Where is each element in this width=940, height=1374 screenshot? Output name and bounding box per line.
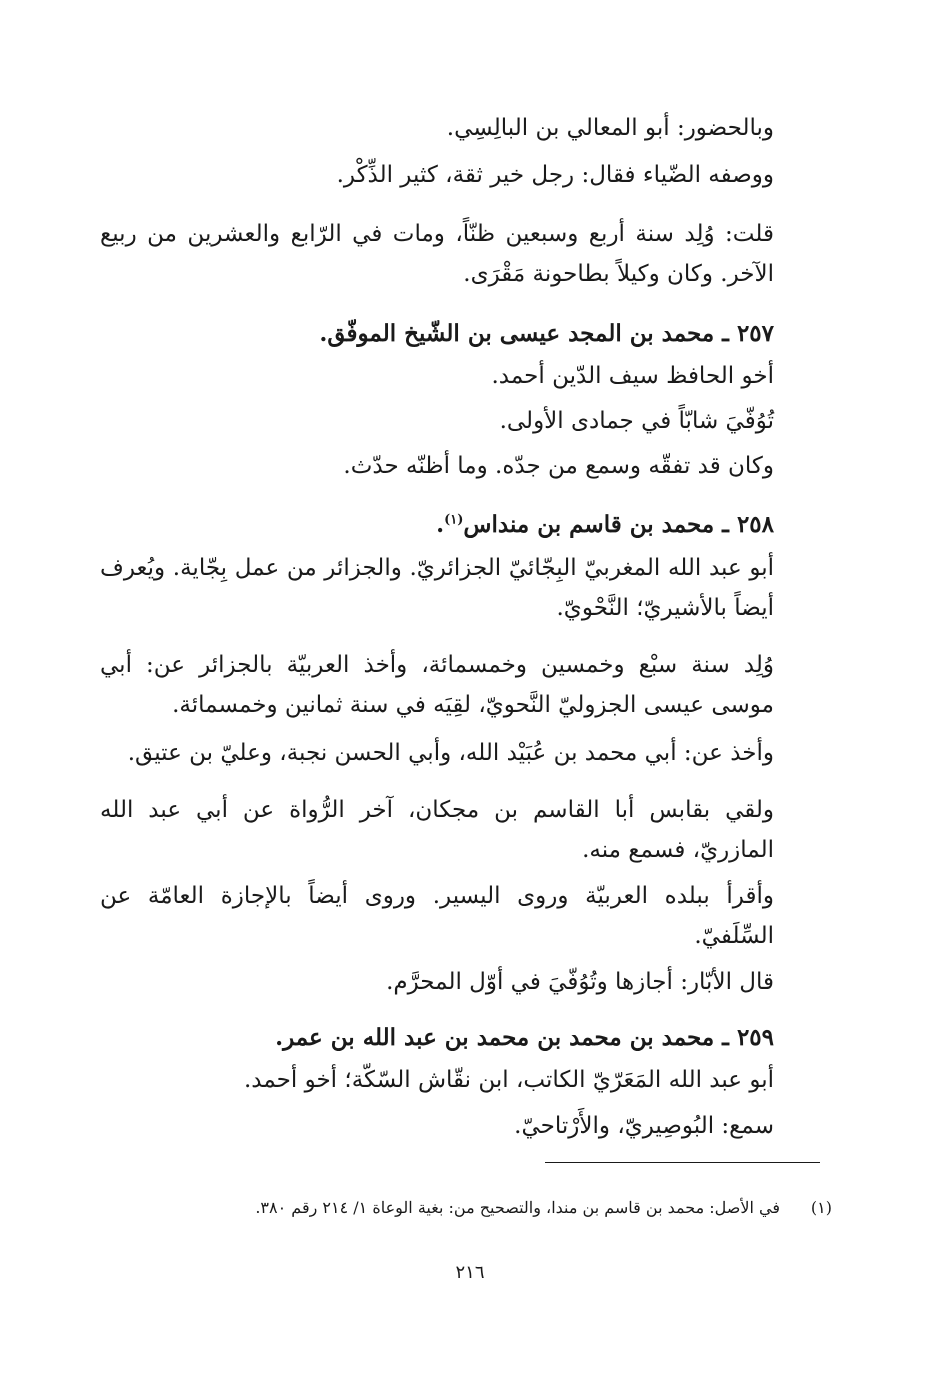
paragraph-line: ووصفه الضّياء فقال: رجل خير ثقة، كثير الذِّكْر. — [336, 162, 774, 188]
paragraph-line: وأخذ عن: أبي محمد بن عُبَيْد الله، وأبي الحسن نجبة، وعليّ بن عتيق. — [127, 740, 774, 766]
paragraph: أبو عبد الله المغربيّ البِجّائيّ الجزائريّ. والجزائر من عمل بِجّاية. ويُعرف أيضاً بالأشيريّ؛ النَّحْويّ. — [100, 555, 774, 621]
footnote-separator — [545, 1162, 820, 1163]
entry-heading-257: ٢٥٧ ـ محمد بن المجد عيسى بن الشّيخ الموفّق. — [319, 320, 774, 347]
footnote-ref[interactable]: (١) — [444, 512, 464, 528]
paragraph-line: أخو الحافظ سيف الدّين أحمد. — [491, 363, 774, 389]
footnote — [100, 1195, 832, 1221]
entry-heading-text: ٢٥٨ ـ محمد بن قاسم بن منداس — [463, 511, 774, 538]
paragraph-line: وبالحضور: أبو المعالي بن البالِسِي. — [446, 115, 774, 141]
footnote-marker: (١) — [810, 1198, 832, 1217]
paragraph: وأقرأ ببلده العربيّة وروى اليسير. وروى أيضاً بالإجازة العامّة عن السِّلَفيّ. — [100, 883, 774, 949]
paragraph: قلت: وُلِد سنة أربع وسبعين ظنّاً، ومات في الرّابع والعشرين من ربيع الآخر. وكان وكيلاً بطاحونة مَقْرَى. — [100, 221, 774, 287]
paragraph: ولقي بقابس أبا القاسم بن مجكان، آخر الرُّواة عن أبي عبد الله المازريّ، فسمع منه. — [100, 797, 774, 863]
paragraph-line: سمع: البُوصِيريّ، والأَرْتاحيّ. — [514, 1113, 774, 1139]
paragraph-line: أبو عبد الله المَعَرّيّ الكاتب، ابن نقّاش السّكّة؛ أخو أحمد. — [243, 1067, 774, 1093]
paragraph: وُلِد سنة سبْع وخمسين وخمسمائة، وأخذ العربيّة بالجزائر عن: أبي موسى عيسى الجزوليّ النَّحويّ، لقِيَه في سنة ثمانين وخمسمائة. — [100, 652, 774, 718]
heading-period: . — [436, 511, 445, 538]
entry-heading-258 — [100, 505, 832, 545]
paragraph-line: وكان قد تفقّه وسمع من جدّه. وما أظنّه حدّث. — [343, 453, 774, 479]
paragraph-line: قال الأبّار: أجازها وتُوُفّيَ في أوّل المحرَّم. — [386, 969, 774, 995]
paragraph-line: تُوُفّيَ شابّاً في جمادى الأولى. — [499, 408, 774, 434]
footnote-text: في الأصل: محمد بن قاسم بن مندا، والتصحيح من: بغية الوعاة ١/ ٢١٤ رقم ٣٨٠. — [255, 1198, 780, 1217]
page-number: ٢١٦ — [455, 1262, 485, 1283]
entry-heading-259: ٢٥٩ ـ محمد بن محمد بن محمد بن عبد الله بن عمر. — [275, 1024, 774, 1051]
